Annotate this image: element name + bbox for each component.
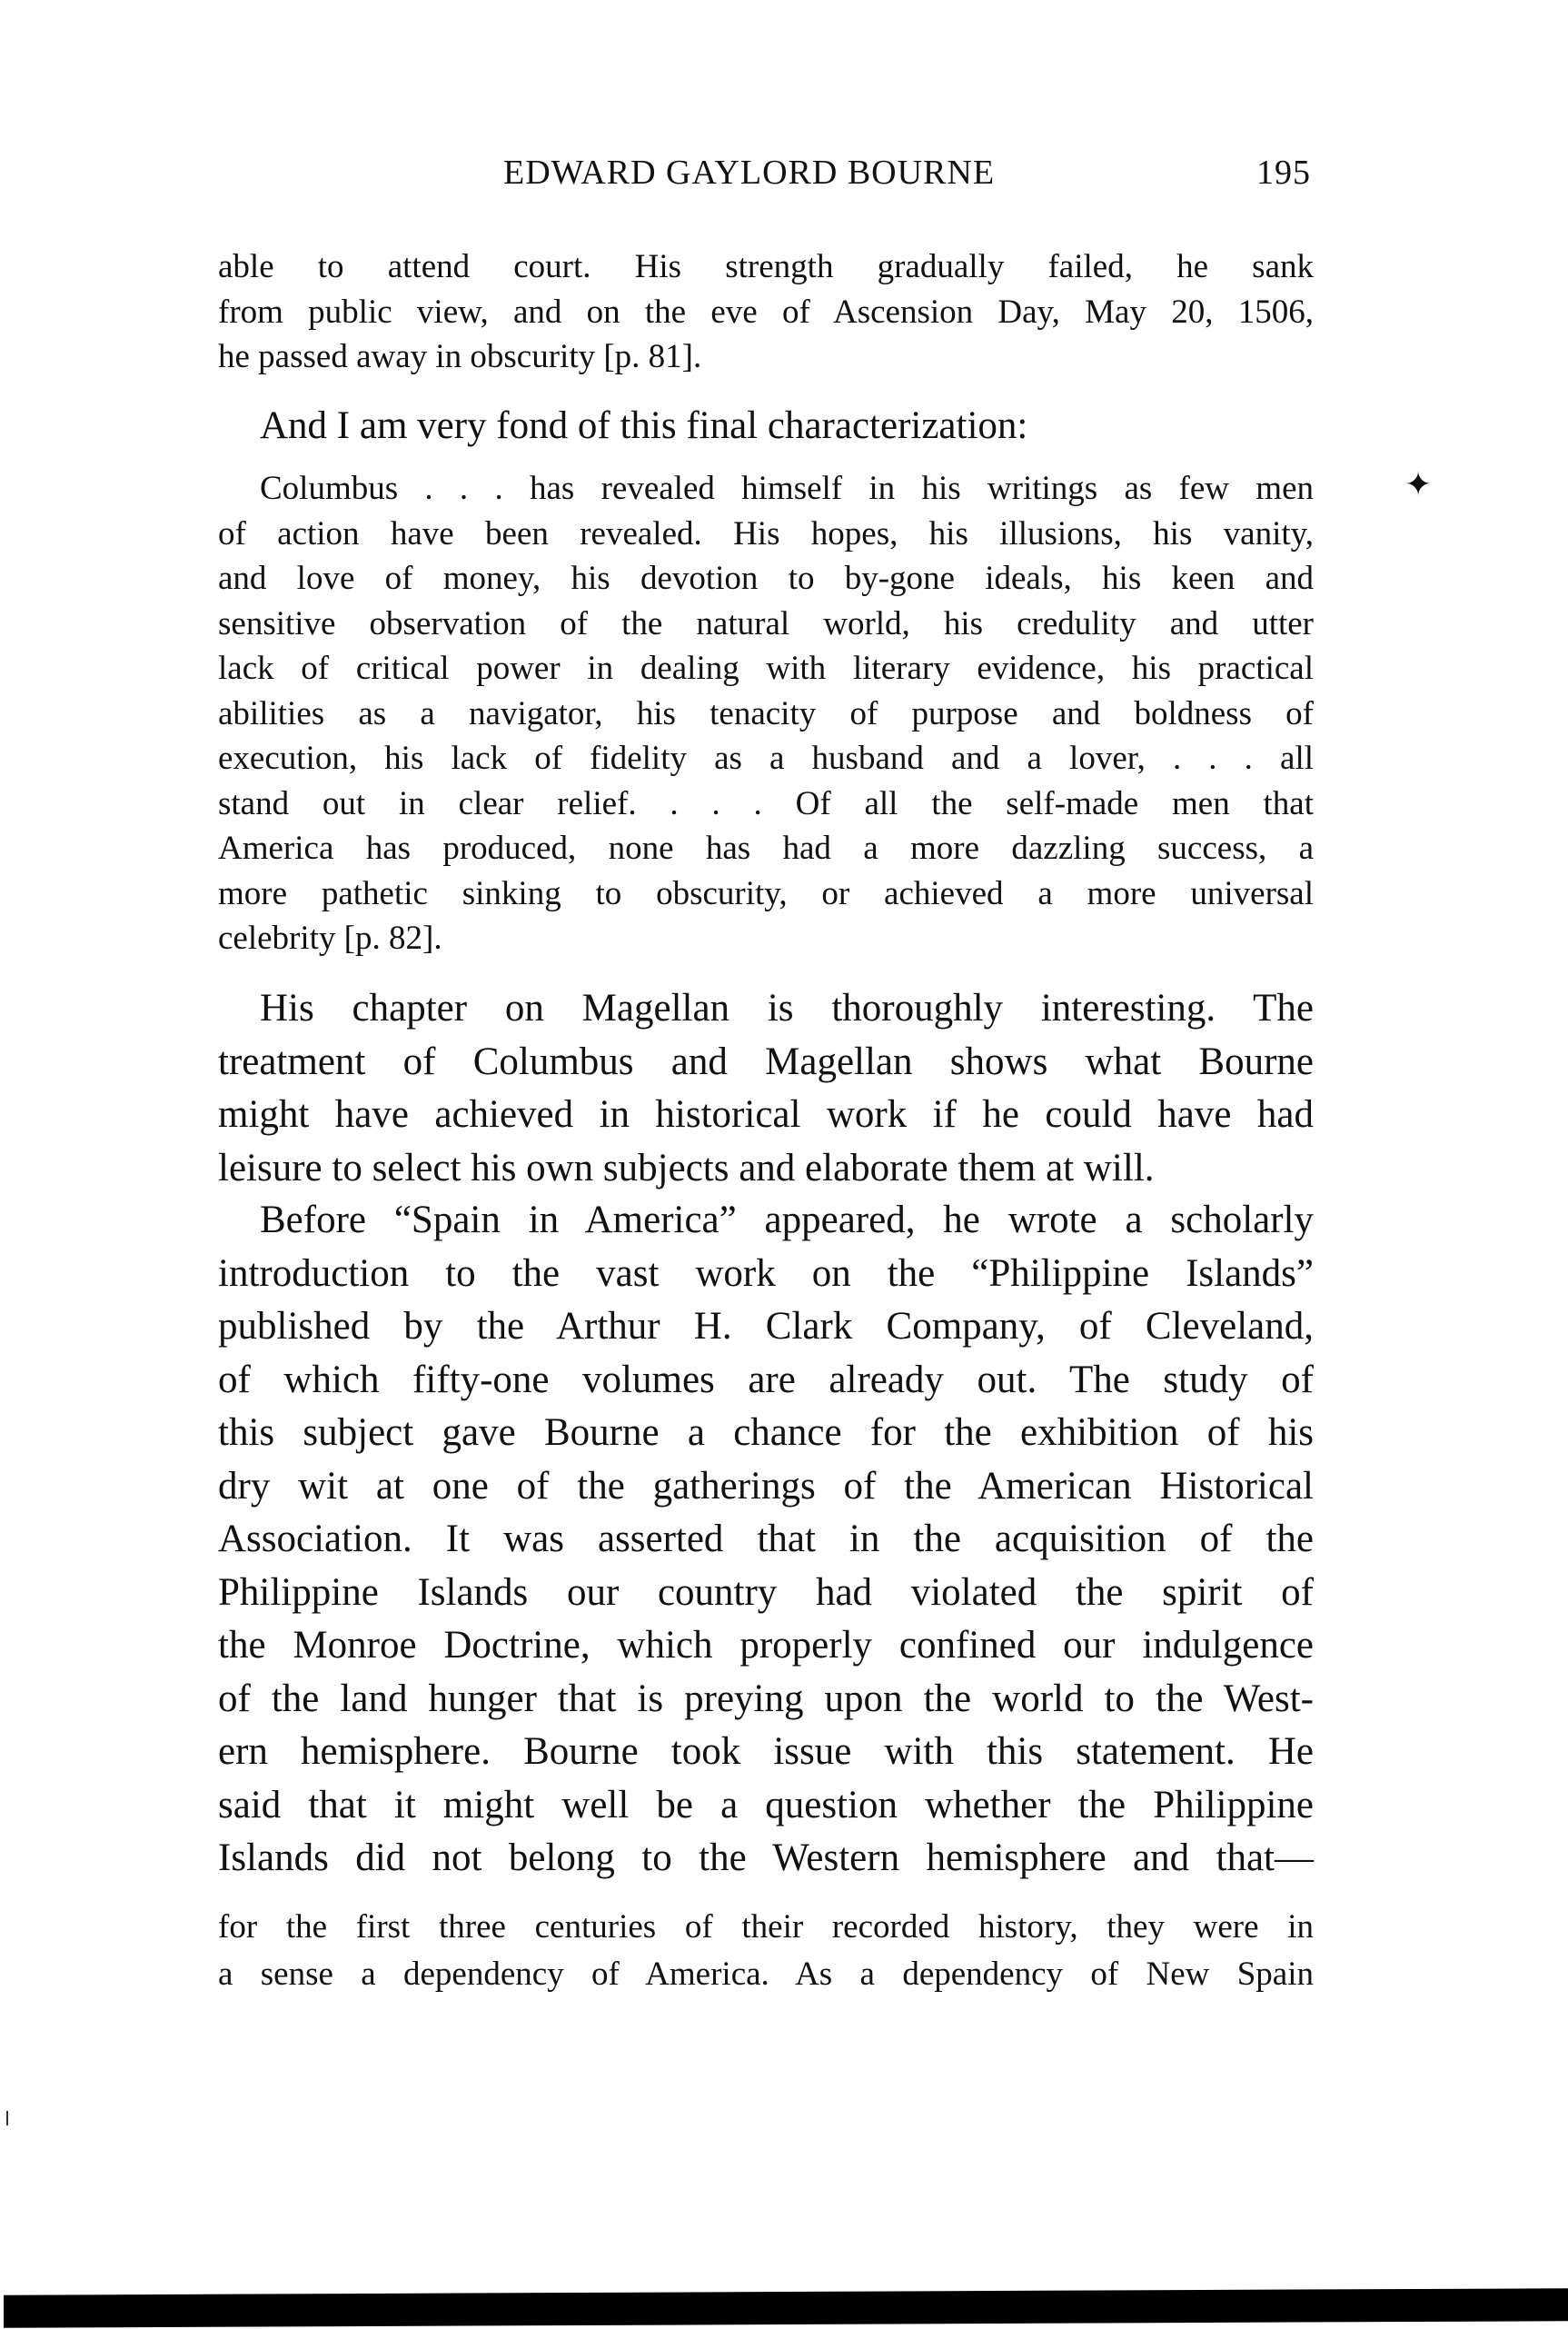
text-line: might have achieved in historical work if he could have had [218,1093,1314,1136]
text-line: Association. It was asserted that in the acquisition of the [218,1518,1314,1560]
block-quote-1 [218,466,1314,961]
block-quote-2 [218,1903,1314,1997]
margin-mark-icon: ✦ [1404,466,1433,503]
text-line: for the first three centuries of their recorded history, they were in [218,1908,1314,1946]
text-line: Before “Spain in America” appeared, he wrote a scholarly [260,1199,1314,1241]
text-line: a sense a dependency of America. As a dependency of New Spain [218,1956,1314,1993]
text-line: of the land hunger that is preying upon the world to the West- [218,1677,1314,1720]
text-line: His chapter on Magellan is thoroughly interesting. The [260,987,1314,1030]
paragraph-1 [218,244,1314,380]
text-line: lack of critical power in dealing with literary evidence, his practical [218,650,1314,687]
text-line: stand out in clear relief. . . . Of all the self-made men that [218,784,1314,822]
text-line: and love of money, his devotion to by-gone ideals, his keen and [218,560,1314,597]
text-line: abilities as a navigator, his tenacity of purpose and boldness of [218,694,1314,732]
text-line: Philippine Islands our country had violated the spirit of [218,1570,1314,1614]
text-line: Islands did not belong to the Western hemisphere and that— [218,1836,1314,1879]
text-line: able to attend court. His strength gradually failed, he sank [218,248,1314,285]
running-head-title: EDWARD GAYLORD BOURNE [503,154,996,192]
text-line: he passed away in obscurity [p. 81]. [218,338,702,375]
paragraph-4 [218,1194,1314,1886]
paragraph-3 [218,982,1314,1195]
text-line: dry wit at one of the gatherings of the American Historical [218,1464,1314,1508]
text-line: of action have been revealed. His hopes, his illusions, his vanity, [218,514,1314,552]
text-line: treatment of Columbus and Magellan shows what Bourne [218,1040,1314,1083]
text-line: of which fifty-one volumes are already out. The study of [218,1358,1314,1401]
scan-speck [6,2111,8,2125]
text-line: more pathetic sinking to obscurity, or achieved a more universal [218,874,1314,912]
text-line: And I am very fond of this final characterization: [260,404,1028,447]
text-line: introduction to the vast work on the “Philippine Islands” [218,1251,1314,1295]
text-line: the Monroe Doctrine, which properly confined our indulgence [218,1624,1314,1667]
text-line: leisure to select his own subjects and elaborate them at will. [218,1146,1155,1189]
text-line: sensitive observation of the natural world, his credulity and utter [218,604,1314,642]
text-line: published by the Arthur H. Clark Company, of Cleveland, [218,1305,1314,1348]
text-line: from public view, and on the eve of Ascension Day, May 20, 1506, [218,293,1314,331]
text-line: America has produced, none has had a more dazzling success, a [218,830,1314,867]
text-line: Columbus . . . has revealed himself in his writings as few men [260,470,1314,507]
text-line: celebrity [p. 82]. [218,920,442,957]
text-line: execution, his lack of fidelity as a husband and a lover, . . . all [218,740,1314,777]
page-number: 195 [1256,154,1311,192]
text-line: ern hemisphere. Bourne took issue with this statement. He [218,1730,1314,1773]
text-line: this subject gave Bourne a chance for the exhibition of his [218,1411,1314,1454]
paragraph-2 [218,400,1314,453]
text-line: said that it might well be a question whether the Philippine [218,1783,1314,1826]
scan-edge-bar [4,2288,1568,2328]
